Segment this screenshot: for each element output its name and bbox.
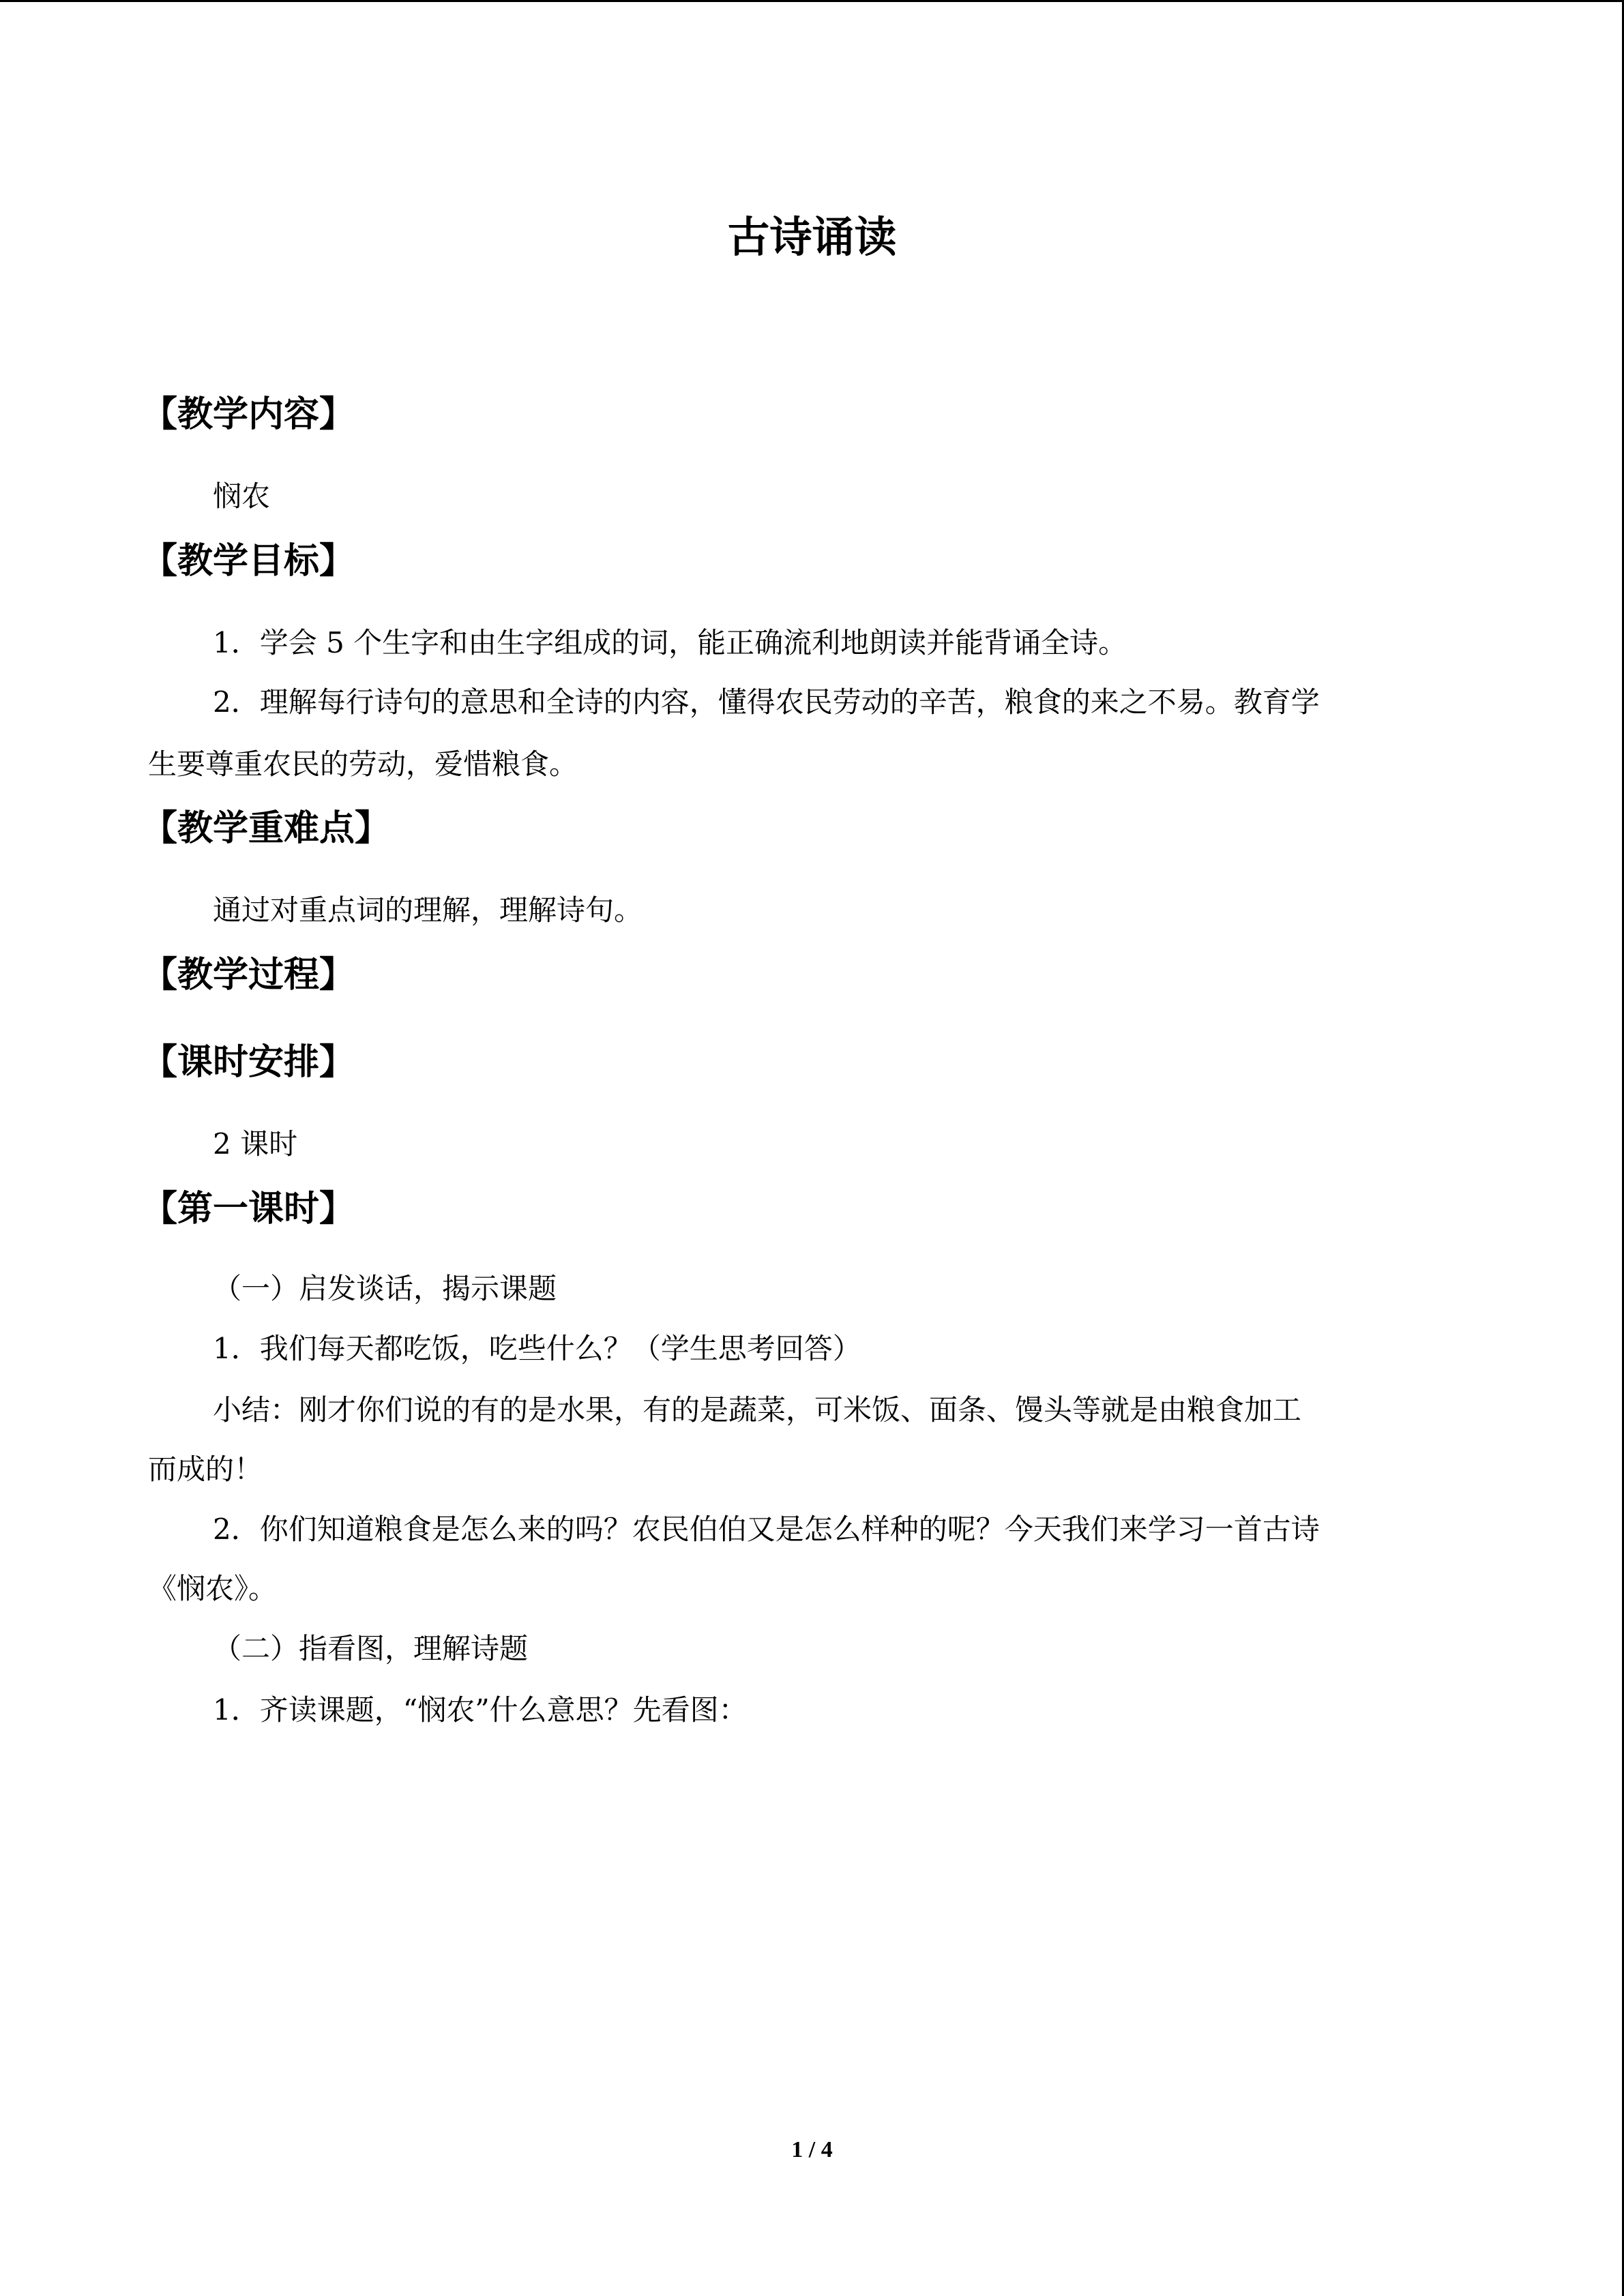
heading-teaching-content: 【教学内容】	[142, 394, 355, 435]
page-number: 1 / 4	[791, 2137, 833, 2162]
summary-line-1: 小结：刚才你们说的有的是水果，有的是蔬菜，可米饭、面条、馒头等就是由粮食加工	[213, 1393, 1302, 1427]
question-1: 1．我们每天都吃饭，吃些什么？（学生思考回答）	[213, 1332, 861, 1365]
objective-item-2-line-1: 2．理解每行诗句的意思和全诗的内容，懂得农民劳动的辛苦，粮食的来之不易。教育学	[213, 685, 1320, 719]
summary-line-2: 而成的！	[148, 1452, 263, 1486]
teaching-content-text: 悯农	[213, 479, 271, 513]
key-points-text: 通过对重点词的理解，理解诗句。	[213, 893, 643, 927]
objective-item-2-line-2: 生要尊重农民的劳动，爱惜粮食。	[148, 747, 578, 781]
heading-teaching-objectives: 【教学目标】	[142, 541, 355, 582]
document-title: 古诗诵读	[727, 212, 897, 262]
question-2-line-2: 《悯农》。	[148, 1572, 278, 1605]
part-1-title: （一）启发谈话，揭示课题	[213, 1272, 557, 1305]
heading-teaching-process: 【教学过程】	[142, 955, 355, 996]
heading-first-lesson: 【第一课时】	[142, 1189, 355, 1229]
class-schedule-text: 2 课时	[213, 1127, 298, 1161]
heading-key-points: 【教学重难点】	[142, 808, 391, 849]
heading-class-schedule: 【课时安排】	[142, 1042, 355, 1083]
question-2-line-1: 2．你们知道粮食是怎么来的吗？农民伯伯又是怎么样种的呢？今天我们来学习一首古诗	[213, 1512, 1320, 1546]
objective-item-1: 1．学会 5 个生字和由生字组成的词，能正确流利地朗读并能背诵全诗。	[213, 626, 1127, 659]
part-2-item-1: 1．齐读课题，“悯农”什么意思？先看图：	[213, 1693, 748, 1727]
part-2-title: （二）指看图，理解诗题	[213, 1632, 529, 1665]
